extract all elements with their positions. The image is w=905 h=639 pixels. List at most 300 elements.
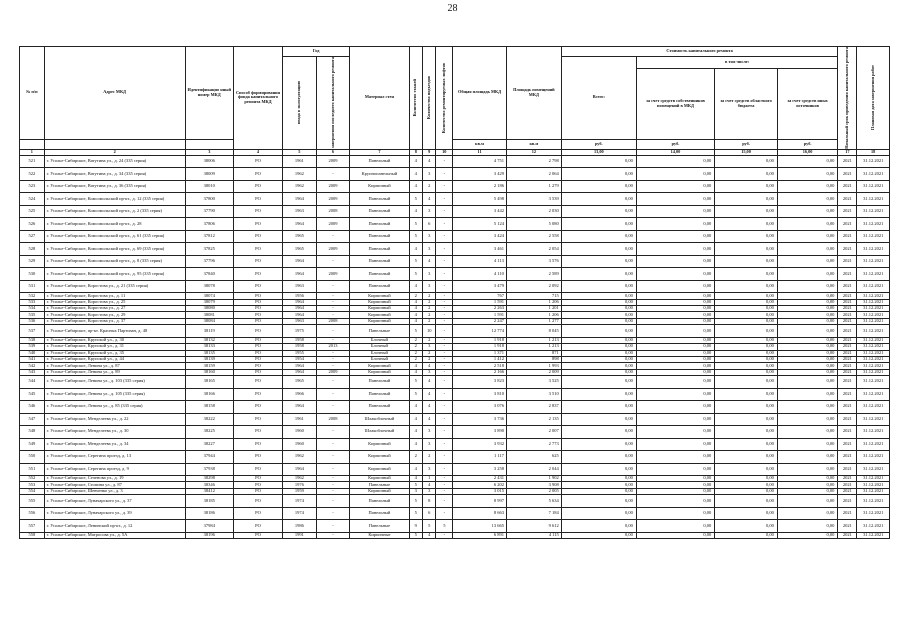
year-commission-cell: 1960	[283, 426, 317, 439]
plan-start-cell: 2021	[838, 376, 857, 389]
header-total-area: Общая площадь МКД	[453, 47, 507, 140]
address-cell: г. Усолье-Сибирское, Менделеева ул., д. 34	[44, 438, 185, 451]
floors-cell: 4	[409, 243, 422, 256]
address-cell: г. Усолье-Сибирское, Ленина ул., д. 85 (335 серия)	[44, 401, 185, 414]
floors-cell: 5	[409, 255, 422, 268]
address-cell: г. Усолье-Сибирское, Комсомольский пр-кт., д. 95 (335 серия)	[44, 268, 185, 281]
cost-regional-cell: 0,00	[715, 155, 778, 168]
header-owners: за счет средств собственников помещений в МКД	[636, 69, 714, 139]
total-area-cell: 6 202	[453, 482, 507, 488]
total-area-cell: 2 263	[453, 306, 507, 312]
total-area-cell: 3 810	[453, 388, 507, 401]
total-area-cell: 3 461	[453, 243, 507, 256]
lifts-cell: -	[436, 168, 453, 181]
year-commission-cell: 1964	[283, 218, 317, 231]
wall-material-cell: Панельный	[350, 243, 409, 256]
header-unit-m2: кв.м	[453, 139, 507, 149]
row-number: 548	[20, 426, 45, 439]
cost-total-cell: 0,00	[561, 350, 636, 356]
address-cell: г. Усолье-Сибирское, Комсомольский пр-кт., д. 69 (335 серия)	[44, 243, 185, 256]
plan-start-cell: 2021	[838, 280, 857, 293]
entrances-cell: 4	[423, 401, 436, 414]
entrances-cell: 2	[423, 356, 436, 362]
row-number: 552	[20, 476, 45, 482]
address-cell: г. Усолье-Сибирское, Ленина ул., д. 89	[44, 369, 185, 375]
entrances-cell: 2	[423, 306, 436, 312]
cost-total-cell: 0,00	[561, 376, 636, 389]
plan-end-cell: 31.12.2021	[857, 451, 890, 464]
lifts-cell: -	[436, 344, 453, 350]
address-cell: г. Усолье-Сибирское, Комсомольский пр-кт., д. 2 (335 серия)	[44, 205, 185, 218]
entrances-cell: 4	[423, 532, 436, 538]
cost-other-cell: 0,00	[777, 451, 837, 464]
floors-cell: 4	[409, 426, 422, 439]
cost-total-cell: 0,00	[561, 388, 636, 401]
cost-regional-cell: 0,00	[715, 376, 778, 389]
year-last-repair-cell: -	[316, 438, 350, 451]
cost-other-cell: 0,00	[777, 520, 837, 533]
cost-regional-cell: 0,00	[715, 356, 778, 362]
id-cell: 37800	[185, 193, 233, 206]
cost-other-cell: 0,00	[777, 255, 837, 268]
table-row	[20, 255, 890, 268]
floors-cell: 5	[409, 193, 422, 206]
floors-cell: 4	[409, 306, 422, 312]
year-commission-cell: 1958	[283, 337, 317, 343]
cost-total-cell: 0,00	[561, 476, 636, 482]
cost-regional-cell: 0,00	[715, 401, 778, 414]
header-unit-rub: руб.	[777, 139, 837, 149]
lifts-cell: -	[436, 218, 453, 231]
year-commission-cell: 1964	[283, 193, 317, 206]
lifts-cell: -	[436, 488, 453, 494]
table-row	[20, 438, 890, 451]
row-number: 542	[20, 363, 45, 369]
cost-total-cell: 0,00	[561, 193, 636, 206]
lifts-cell: -	[436, 532, 453, 538]
table-row	[20, 495, 890, 508]
row-number: 547	[20, 413, 45, 426]
row-number: 541	[20, 356, 45, 362]
cost-other-cell: 0,00	[777, 243, 837, 256]
year-last-repair-cell: -	[316, 255, 350, 268]
row-number: 524	[20, 193, 45, 206]
year-commission-cell: 1974	[283, 507, 317, 520]
header-unit-empty	[20, 139, 45, 149]
column-number: 17	[838, 149, 857, 155]
address-cell: г. Усолье-Сибирское, Ленина ул., д. 105 (335 серия)	[44, 388, 185, 401]
lifts-cell: -	[436, 438, 453, 451]
row-number: 549	[20, 438, 45, 451]
row-number: 530	[20, 268, 45, 281]
table-row	[20, 155, 890, 168]
entrances-cell: 3	[423, 280, 436, 293]
cost-other-cell: 0,00	[777, 325, 837, 338]
method-cell: РО	[233, 218, 282, 231]
plan-end-cell: 31.12.2021	[857, 306, 890, 312]
floors-cell: 4	[409, 155, 422, 168]
column-number: 11	[453, 149, 507, 155]
year-last-repair-cell: -	[316, 306, 350, 312]
floors-cell: 2	[409, 337, 422, 343]
cost-regional-cell: 0,00	[715, 520, 778, 533]
cost-regional-cell: 0,00	[715, 344, 778, 350]
plan-end-cell: 31.12.2021	[857, 413, 890, 426]
method-cell: РО	[233, 299, 282, 305]
row-number: 537	[20, 325, 45, 338]
method-cell: РО	[233, 426, 282, 439]
method-cell: РО	[233, 325, 282, 338]
premises-area-cell: 1 993	[506, 363, 561, 369]
method-cell: РО	[233, 532, 282, 538]
address-cell: г. Усолье-Сибирское, Комсомольский пр-кт., д. 8 (335 серия)	[44, 255, 185, 268]
plan-end-cell: 31.12.2021	[857, 388, 890, 401]
wall-material-cell: Панельный	[350, 376, 409, 389]
floors-cell: 4	[409, 369, 422, 375]
id-cell: 38185	[185, 495, 233, 508]
plan-start-cell: 2021	[838, 532, 857, 538]
lifts-cell: -	[436, 376, 453, 389]
plan-end-cell: 31.12.2021	[857, 193, 890, 206]
cost-owners-cell: 0,00	[636, 306, 714, 312]
premises-area-cell: 2 092	[506, 280, 561, 293]
column-number: 8	[409, 149, 422, 155]
row-number: 540	[20, 350, 45, 356]
plan-end-cell: 31.12.2021	[857, 520, 890, 533]
premises-area-cell: 2 030	[506, 205, 561, 218]
address-cell: г. Усолье-Сибирское, Ленинский пр-кт., д. 12	[44, 520, 185, 533]
table-row	[20, 168, 890, 181]
plan-end-cell: 31.12.2021	[857, 293, 890, 299]
plan-start-cell: 2021	[838, 155, 857, 168]
header-regional: за счет средств областного бюджета	[715, 69, 778, 139]
id-cell: 38158	[185, 401, 233, 414]
cost-total-cell: 0,00	[561, 356, 636, 362]
table-row	[20, 218, 890, 231]
plan-start-cell: 2021	[838, 318, 857, 324]
wall-material-cell: Шлакоблочный	[350, 426, 409, 439]
header-cost-group: Стоимость капитального ремонта	[561, 47, 838, 57]
premises-area-cell: 898	[506, 356, 561, 362]
premises-area-cell: 2 005	[506, 488, 561, 494]
id-cell: 38132	[185, 337, 233, 343]
cost-regional-cell: 0,00	[715, 268, 778, 281]
method-cell: РО	[233, 363, 282, 369]
entrances-cell: 3	[423, 230, 436, 243]
plan-end-cell: 31.12.2021	[857, 243, 890, 256]
premises-area-cell: 2 009	[506, 369, 561, 375]
id-cell: 38009	[185, 168, 233, 181]
lifts-cell: -	[436, 369, 453, 375]
repair-register-table	[19, 46, 890, 539]
year-last-repair-cell: 2009	[316, 193, 350, 206]
cost-other-cell: 0,00	[777, 363, 837, 369]
cost-regional-cell: 0,00	[715, 507, 778, 520]
wall-material-cell: Кирпичный	[350, 488, 409, 494]
year-commission-cell: 1959	[283, 488, 317, 494]
cost-owners-cell: 0,00	[636, 495, 714, 508]
year-last-repair-cell: -	[316, 337, 350, 343]
method-cell: РО	[233, 488, 282, 494]
id-cell: 37984	[185, 520, 233, 533]
method-cell: РО	[233, 451, 282, 464]
header-premises-area: Площадь помещений МКД	[506, 47, 561, 140]
table-row	[20, 401, 890, 414]
plan-start-cell: 2021	[838, 463, 857, 476]
header-year-commission: ввода в эксплуатацию	[283, 57, 317, 150]
plan-end-cell: 31.12.2021	[857, 168, 890, 181]
plan-start-cell: 2021	[838, 350, 857, 356]
address-cell: г. Усолье-Сибирское, Стопина ул., д. 87	[44, 482, 185, 488]
total-area-cell: 3 442	[453, 205, 507, 218]
page-number: 28	[447, 3, 458, 14]
year-commission-cell: 1961	[283, 155, 317, 168]
year-last-repair-cell: -	[316, 230, 350, 243]
lifts-cell: -	[436, 293, 453, 299]
cost-owners-cell: 0,00	[636, 463, 714, 476]
total-area-cell: 8 997	[453, 495, 507, 508]
row-number: 529	[20, 255, 45, 268]
wall-material-cell: Панельный	[350, 280, 409, 293]
column-number: 14,00	[636, 149, 714, 155]
cost-regional-cell: 0,00	[715, 243, 778, 256]
plan-end-cell: 31.12.2021	[857, 376, 890, 389]
plan-end-cell: 31.12.2021	[857, 369, 890, 375]
cost-total-cell: 0,00	[561, 218, 636, 231]
method-cell: РО	[233, 507, 282, 520]
lifts-cell: -	[436, 243, 453, 256]
cost-other-cell: 0,00	[777, 344, 837, 350]
cost-owners-cell: 0,00	[636, 293, 714, 299]
cost-other-cell: 0,00	[777, 193, 837, 206]
plan-start-cell: 2021	[838, 401, 857, 414]
column-number: 4	[233, 149, 282, 155]
floors-cell: 5	[409, 230, 422, 243]
cost-owners-cell: 0,00	[636, 520, 714, 533]
wall-material-cell: Панельные	[350, 325, 409, 338]
floors-cell: 5	[409, 218, 422, 231]
premises-area-cell: 1 213	[506, 344, 561, 350]
cost-owners-cell: 0,00	[636, 318, 714, 324]
wall-material-cell: Кирпичный	[350, 463, 409, 476]
entrances-cell: 5	[423, 520, 436, 533]
plan-end-cell: 31.12.2021	[857, 337, 890, 343]
entrances-cell: 4	[423, 363, 436, 369]
total-area-cell: 3 429	[453, 168, 507, 181]
plan-start-cell: 2021	[838, 388, 857, 401]
entrances-cell: 3	[423, 488, 436, 494]
address-cell: г. Усолье-Сибирское, Коростова ул., д. 37	[44, 318, 185, 324]
cost-owners-cell: 0,00	[636, 507, 714, 520]
floors-cell: 5	[409, 532, 422, 538]
wall-material-cell: Панельный	[350, 230, 409, 243]
id-cell: 37938	[185, 463, 233, 476]
cost-owners-cell: 0,00	[636, 337, 714, 343]
table-row	[20, 243, 890, 256]
plan-start-cell: 2021	[838, 168, 857, 181]
lifts-cell: -	[436, 401, 453, 414]
plan-end-cell: 31.12.2021	[857, 218, 890, 231]
premises-area-cell: 2 837	[506, 401, 561, 414]
row-number: 532	[20, 293, 45, 299]
header-unit-rub: руб.	[561, 139, 636, 149]
year-commission-cell: 1964	[283, 401, 317, 414]
cost-total-cell: 0,00	[561, 318, 636, 324]
row-number: 557	[20, 520, 45, 533]
premises-area-cell: 2 064	[506, 168, 561, 181]
cost-owners-cell: 0,00	[636, 363, 714, 369]
cost-owners-cell: 0,00	[636, 312, 714, 318]
address-cell: г. Усолье-Сибирское, Менделеева ул., д. 30	[44, 426, 185, 439]
year-commission-cell: 1965	[283, 230, 317, 243]
year-commission-cell: 1964	[283, 363, 317, 369]
id-cell: 38133	[185, 344, 233, 350]
lifts-cell: -	[436, 180, 453, 193]
column-number: 9	[423, 149, 436, 155]
address-cell: г. Усолье-Сибирское, Крупской ул., д. 31	[44, 344, 185, 350]
year-commission-cell: 1964	[283, 299, 317, 305]
year-last-repair-cell: 2008	[316, 205, 350, 218]
row-number: 553	[20, 482, 45, 488]
floors-cell: 3	[409, 488, 422, 494]
total-area-cell: 1 117	[453, 451, 507, 464]
id-cell: 38346	[185, 482, 233, 488]
cost-owners-cell: 0,00	[636, 376, 714, 389]
premises-area-cell: 1 902	[506, 476, 561, 482]
id-cell: 38165	[185, 376, 233, 389]
cost-total-cell: 0,00	[561, 255, 636, 268]
premises-area-cell: 3 539	[506, 193, 561, 206]
floors-cell: 2	[409, 344, 422, 350]
premises-area-cell: 1 201	[506, 306, 561, 312]
floors-cell: 2	[409, 356, 422, 362]
cost-total-cell: 0,00	[561, 413, 636, 426]
id-cell: 38196	[185, 532, 233, 538]
year-commission-cell: 1965	[283, 243, 317, 256]
id-cell: 38225	[185, 426, 233, 439]
lifts-cell: -	[436, 350, 453, 356]
year-commission-cell: 1966	[283, 388, 317, 401]
entrances-cell: 6	[423, 507, 436, 520]
method-cell: РО	[233, 230, 282, 243]
year-last-repair-cell: -	[316, 532, 350, 538]
method-cell: РО	[233, 155, 282, 168]
cost-regional-cell: 0,00	[715, 532, 778, 538]
plan-start-cell: 2021	[838, 230, 857, 243]
cost-total-cell: 0,00	[561, 520, 636, 533]
lifts-cell: -	[436, 482, 453, 488]
plan-end-cell: 31.12.2021	[857, 299, 890, 305]
id-cell: 37812	[185, 230, 233, 243]
plan-start-cell: 2021	[838, 413, 857, 426]
wall-material-cell: Шлакоблочный	[350, 413, 409, 426]
row-number: 554	[20, 488, 45, 494]
total-area-cell: 8 663	[453, 507, 507, 520]
year-commission-cell: 1986	[283, 520, 317, 533]
cost-other-cell: 0,00	[777, 299, 837, 305]
premises-area-cell: 8 045	[506, 325, 561, 338]
plan-start-cell: 2021	[838, 325, 857, 338]
table-row	[20, 463, 890, 476]
column-number: 7	[350, 149, 409, 155]
row-number: 551	[20, 463, 45, 476]
year-commission-cell: 1955	[283, 350, 317, 356]
wall-material-cell: Панельный	[350, 155, 409, 168]
total-area-cell: 2 431	[453, 476, 507, 482]
year-last-repair-cell: 2009	[316, 155, 350, 168]
entrances-cell: 2	[423, 312, 436, 318]
premises-area-cell: 3 576	[506, 255, 561, 268]
plan-end-cell: 31.12.2021	[857, 344, 890, 350]
cost-total-cell: 0,00	[561, 243, 636, 256]
floors-cell: 5	[409, 376, 422, 389]
plan-start-cell: 2021	[838, 426, 857, 439]
cost-regional-cell: 0,00	[715, 299, 778, 305]
cost-regional-cell: 0,00	[715, 350, 778, 356]
cost-owners-cell: 0,00	[636, 218, 714, 231]
year-last-repair-cell: -	[316, 495, 350, 508]
plan-end-cell: 31.12.2021	[857, 325, 890, 338]
column-number: 16,00	[777, 149, 837, 155]
premises-area-cell: 2 007	[506, 426, 561, 439]
cost-other-cell: 0,00	[777, 463, 837, 476]
year-commission-cell: 1962	[283, 180, 317, 193]
lifts-cell: -	[436, 451, 453, 464]
table-row	[20, 451, 890, 464]
cost-regional-cell: 0,00	[715, 293, 778, 299]
address-cell: г. Усолье-Сибирское, Коростова ул., д. 21 (335 серия)	[44, 280, 185, 293]
entrances-cell: 4	[423, 413, 436, 426]
plan-start-cell: 2021	[838, 218, 857, 231]
row-number: 558	[20, 532, 45, 538]
wall-material-cell: Панельные	[350, 520, 409, 533]
method-cell: РО	[233, 463, 282, 476]
address-cell: г. Усолье-Сибирское, Менделеева ул., д. 22	[44, 413, 185, 426]
cost-owners-cell: 0,00	[636, 451, 714, 464]
floors-cell: 4	[409, 318, 422, 324]
header-id: Идентификацио нный номер МКД	[185, 47, 233, 140]
lifts-cell: -	[436, 356, 453, 362]
cost-regional-cell: 0,00	[715, 482, 778, 488]
lifts-cell: -	[436, 268, 453, 281]
cost-regional-cell: 0,00	[715, 413, 778, 426]
id-cell: 38298	[185, 476, 233, 482]
plan-end-cell: 31.12.2021	[857, 495, 890, 508]
total-area-cell: 3 479	[453, 280, 507, 293]
id-cell: 37825	[185, 243, 233, 256]
plan-start-cell: 2021	[838, 356, 857, 362]
cost-other-cell: 0,00	[777, 376, 837, 389]
premises-area-cell: 871	[506, 350, 561, 356]
entrances-cell: 4	[423, 388, 436, 401]
column-number: 2	[44, 149, 185, 155]
cost-regional-cell: 0,00	[715, 438, 778, 451]
floors-cell: 4	[409, 180, 422, 193]
cost-other-cell: 0,00	[777, 230, 837, 243]
cost-owners-cell: 0,00	[636, 532, 714, 538]
premises-area-cell: 2 558	[506, 230, 561, 243]
wall-material-cell: Кирпичный	[350, 293, 409, 299]
year-last-repair-cell: -	[316, 376, 350, 389]
lifts-cell: -	[436, 312, 453, 318]
method-cell: РО	[233, 388, 282, 401]
cost-owners-cell: 0,00	[636, 356, 714, 362]
cost-regional-cell: 0,00	[715, 306, 778, 312]
entrances-cell: 4	[423, 255, 436, 268]
cost-regional-cell: 0,00	[715, 230, 778, 243]
row-number: 536	[20, 318, 45, 324]
total-area-cell: 3 258	[453, 463, 507, 476]
